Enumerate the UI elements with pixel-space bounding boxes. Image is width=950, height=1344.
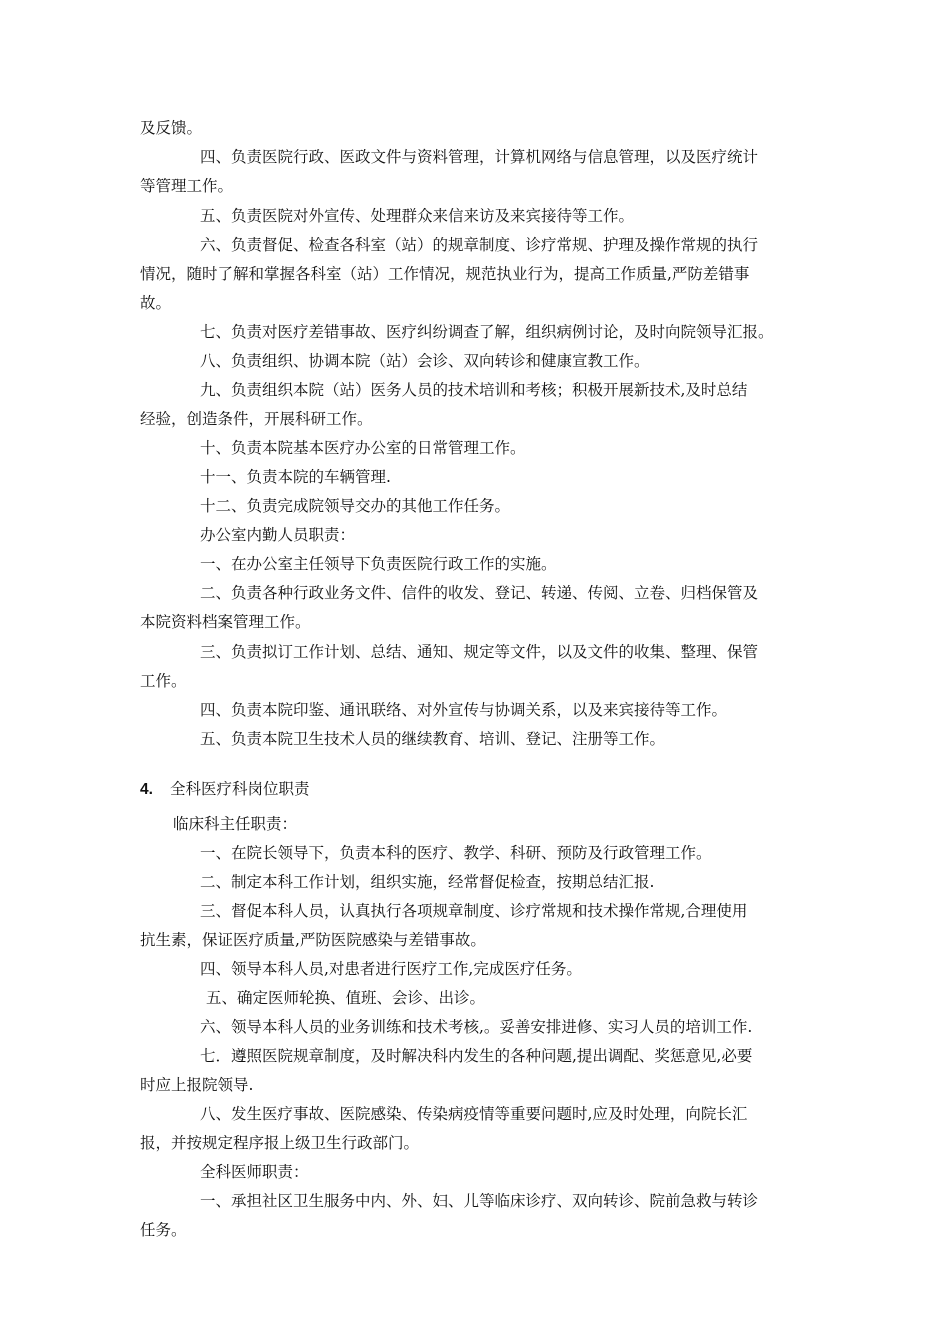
text-line: 四、负责本院印鉴、通讯联络、对外宣传与协调关系，以及来宾接待等工作。	[200, 701, 728, 719]
text-line: 及反馈。	[140, 119, 203, 137]
text-line: 三、负责拟订工作计划、总结、通知、规定等文件，以及文件的收集、整理、保管	[200, 643, 759, 661]
text-line: 二、负责各种行政业务文件、信件的收发、登记、转递、传阅、立卷、归档保管及	[200, 584, 759, 602]
text-line: 十一、负责本院的车辆管理.	[200, 468, 391, 486]
text-line: 报，并按规定程序报上级卫生行政部门。	[140, 1134, 420, 1152]
text-line: 五、确定医师轮换、值班、会诊、出诊。	[206, 989, 486, 1007]
text-line: 临床科主任职责：	[173, 815, 298, 833]
text-line: 任务。	[140, 1221, 187, 1239]
text-line: 八、发生医疗事故、医院感染、传染病疫情等重要问题时,应及时处理，向院长汇	[200, 1105, 748, 1123]
text-line: 时应上报院领导.	[140, 1076, 254, 1094]
text-line: 十二、负责完成院领导交办的其他工作任务。	[200, 497, 511, 515]
text-line: 八、负责组织、协调本院（站）会诊、双向转诊和健康宣教工作。	[200, 352, 650, 370]
text-line: 经验，创造条件，开展科研工作。	[140, 410, 373, 428]
text-line: 工作。	[140, 672, 187, 690]
text-line: 七．遵照医院规章制度，及时解决科内发生的各种问题,提出调配、奖惩意见,必要	[200, 1047, 753, 1065]
text-line: 四、负责医院行政、医政文件与资料管理，计算机网络与信息管理，以及医疗统计	[200, 148, 759, 166]
text-line: 四、领导本科人员,对患者进行医疗工作,完成医疗任务。	[200, 960, 582, 978]
text-line: 本院资料档案管理工作。	[140, 613, 311, 631]
text-line: 九、负责组织本院（站）医务人员的技术培训和考核；积极开展新技术,及时总结	[200, 381, 748, 399]
text-line: 十、负责本院基本医疗办公室的日常管理工作。	[200, 439, 526, 457]
text-line: 一、承担社区卫生服务中内、外、妇、儿等临床诊疗、双向转诊、院前急救与转诊	[200, 1192, 759, 1210]
text-line: 六、领导本科人员的业务训练和技术考核,。妥善安排进修、实习人员的培训工作.	[200, 1018, 753, 1036]
text-line: 二、制定本科工作计划，组织实施，经常督促检查，按期总结汇报.	[200, 873, 655, 891]
text-line: 全科医师职责：	[200, 1163, 309, 1181]
text-line: 六、负责督促、检查各科室（站）的规章制度、诊疗常规、护理及操作常规的执行	[200, 236, 759, 254]
text-line: 五、负责本院卫生技术人员的继续教育、培训、登记、注册等工作。	[200, 730, 666, 748]
text-line: 情况，随时了解和掌握各科室（站）工作情况，规范执业行为，提高工作质量,严防差错事	[140, 265, 750, 283]
text-line: 三、督促本科人员，认真执行各项规章制度、诊疗常规和技术操作常规,合理使用	[200, 902, 748, 920]
text-line: 一、在院长领导下，负责本科的医疗、教学、科研、预防及行政管理工作。	[200, 844, 712, 862]
text-line: 故。	[140, 294, 172, 312]
section-title: 全科医疗科岗位职责	[170, 780, 310, 798]
section-number: 4.	[140, 781, 153, 798]
text-line: 办公室内勤人员职责：	[200, 526, 356, 544]
text-line: 一、在办公室主任领导下负责医院行政工作的实施。	[200, 555, 557, 573]
text-line: 等管理工作。	[140, 177, 234, 195]
text-line: 五、负责医院对外宣传、处理群众来信来访及来宾接待等工作。	[200, 207, 635, 225]
text-line: 抗生素，保证医疗质量,严防医院感染与差错事故。	[140, 931, 486, 949]
section-heading	[140, 778, 310, 801]
text-line: 七、负责对医疗差错事故、医疗纠纷调查了解，组织病例讨论，及时向院领导汇报。	[200, 323, 774, 341]
